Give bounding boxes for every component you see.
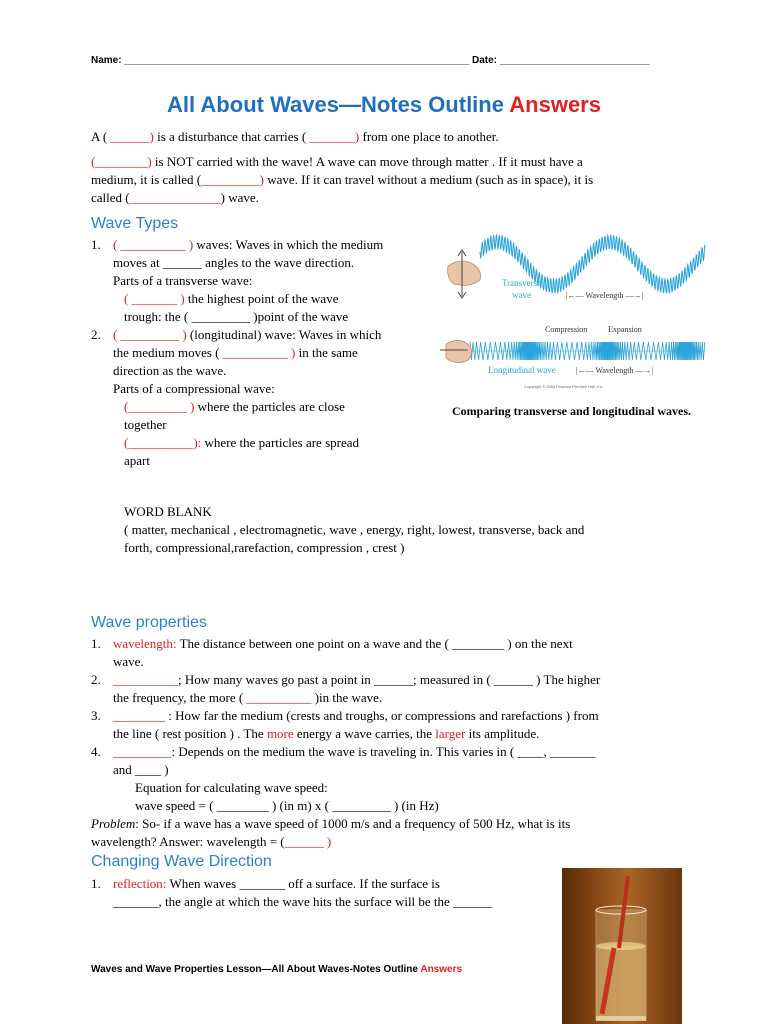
copyright: Copyright © 2003 Pearson Prentice Hall, Inc. (524, 384, 604, 389)
wave-types-line: (__________): where the particles are spread (124, 435, 360, 450)
intro-line-4: called (______________) wave. (91, 190, 259, 205)
wave-types-line: ( _______ ) the highest point of the wave (124, 291, 339, 306)
property-line: and ____ ) (113, 762, 169, 777)
section-heading-wave-types: Wave Types (91, 215, 179, 232)
wavelength-label-2: |←— Wavelength —→| (576, 366, 654, 375)
word-blank-line-2: forth, compressional,rarefaction, compression , crest ) (124, 540, 405, 555)
wave-types-line: together (124, 417, 167, 432)
compression-label: Compression (545, 325, 588, 334)
date-field[interactable]: ___________________________ (499, 55, 650, 66)
longitudinal-label: Longitudinal wave (488, 365, 556, 375)
transverse-label: Transverse (502, 278, 542, 288)
intro-line-2: (________) is NOT carried with the wave! A wave can move through matter . If it must have a (91, 154, 583, 169)
wave-types-item-2: 2. ( _________ ) (longitudinal) wave: Waves in which (91, 327, 382, 342)
footer: Waves and Wave Properties Lesson—All About Waves-Notes Outline Answers (91, 964, 463, 975)
equation-label: Equation for calculating wave speed: (135, 780, 328, 795)
name-field[interactable]: ______________________________________________________________ (124, 55, 470, 66)
blank: ______ (110, 129, 150, 144)
title-main: All About Waves—Notes Outline (167, 92, 504, 117)
title-answers: Answers (509, 92, 601, 117)
property-item-4: 4. _________: Depends on the medium the wave is traveling in. This varies in ( ____, _______ (91, 744, 596, 759)
hand-icon (440, 340, 472, 362)
property-item-2: 2. __________; How many waves go past a point in ______; measured in ( ______ ) The higher (91, 672, 601, 687)
intro-line-3: medium, it is called (_________) wave. If it can travel without a medium (such as in space), it is (91, 172, 594, 187)
problem-answer-line: wavelength? Answer: wavelength = (______ ) (91, 834, 332, 849)
section-heading-changing-direction: Changing Wave Direction (91, 853, 272, 870)
wave-types-line: the medium moves ( __________ ) in the same (113, 345, 358, 360)
wave-types-item-1: 1. ( __________ ) waves: Waves in which the medium (91, 237, 384, 252)
figure-caption: Comparing transverse and longitudinal waves. (452, 404, 692, 418)
name-label: Name: (91, 55, 122, 66)
refraction-photo (562, 868, 682, 1024)
section-heading-wave-properties: Wave properties (91, 614, 207, 631)
problem-line: Problem: So- if a wave has a wave speed of 1000 m/s and a frequency of 500 Hz, what is its (91, 816, 571, 831)
wavelength-label-1: |←— Wavelength —→| (566, 291, 644, 300)
direction-line: _______, the angle at which the wave hits the surface will be the ______ (113, 894, 493, 909)
wave-diagram (440, 226, 710, 396)
property-line: the line ( rest position ) . The more energy a wave carries, the larger its amplitude. (113, 726, 540, 741)
wave-types-line: (_________ ) where the particles are close (124, 399, 345, 414)
expansion-label: Expansion (608, 325, 642, 334)
wave-types-line: moves at ______ angles to the wave direction. (113, 255, 355, 270)
wave-types-line: trough: the ( _________ )point of the wave (124, 309, 349, 324)
page-title (0, 92, 768, 118)
direction-item-1: 1. reflection: When waves _______ off a surface. If the surface is (91, 876, 440, 891)
wave-types-line: apart (124, 453, 150, 468)
property-item-1: 1. wavelength: The distance between one point on a wave and the ( ________ ) on the next (91, 636, 573, 651)
word-blank-line-1: ( matter, mechanical , electromagnetic, wave , energy, right, lowest, transverse, back and (124, 522, 585, 537)
transverse-label-2: wave (512, 290, 531, 300)
property-line: the frequency, the more ( __________ )in the wave. (113, 690, 383, 705)
header-line (91, 55, 650, 66)
wave-types-line: direction as the wave. (113, 363, 227, 378)
equation: wave speed = ( ________ ) (in m) x ( _________ ) (in Hz) (135, 798, 439, 813)
property-line: wave. (113, 654, 144, 669)
wave-types-line: Parts of a transverse wave: (113, 273, 253, 288)
hand-icon (448, 250, 481, 298)
wave-figure (440, 226, 710, 416)
property-item-3: 3. ________ : How far the medium (crests and troughs, or compressions and rarefactions ) from (91, 708, 599, 723)
date-label: Date: (471, 55, 497, 66)
intro-line-1: A ( ______) is a disturbance that carries ( _______) from one place to another. (91, 129, 499, 144)
wave-types-line: Parts of a compressional wave: (113, 381, 275, 396)
word-blank-heading: WORD BLANK (124, 504, 212, 519)
